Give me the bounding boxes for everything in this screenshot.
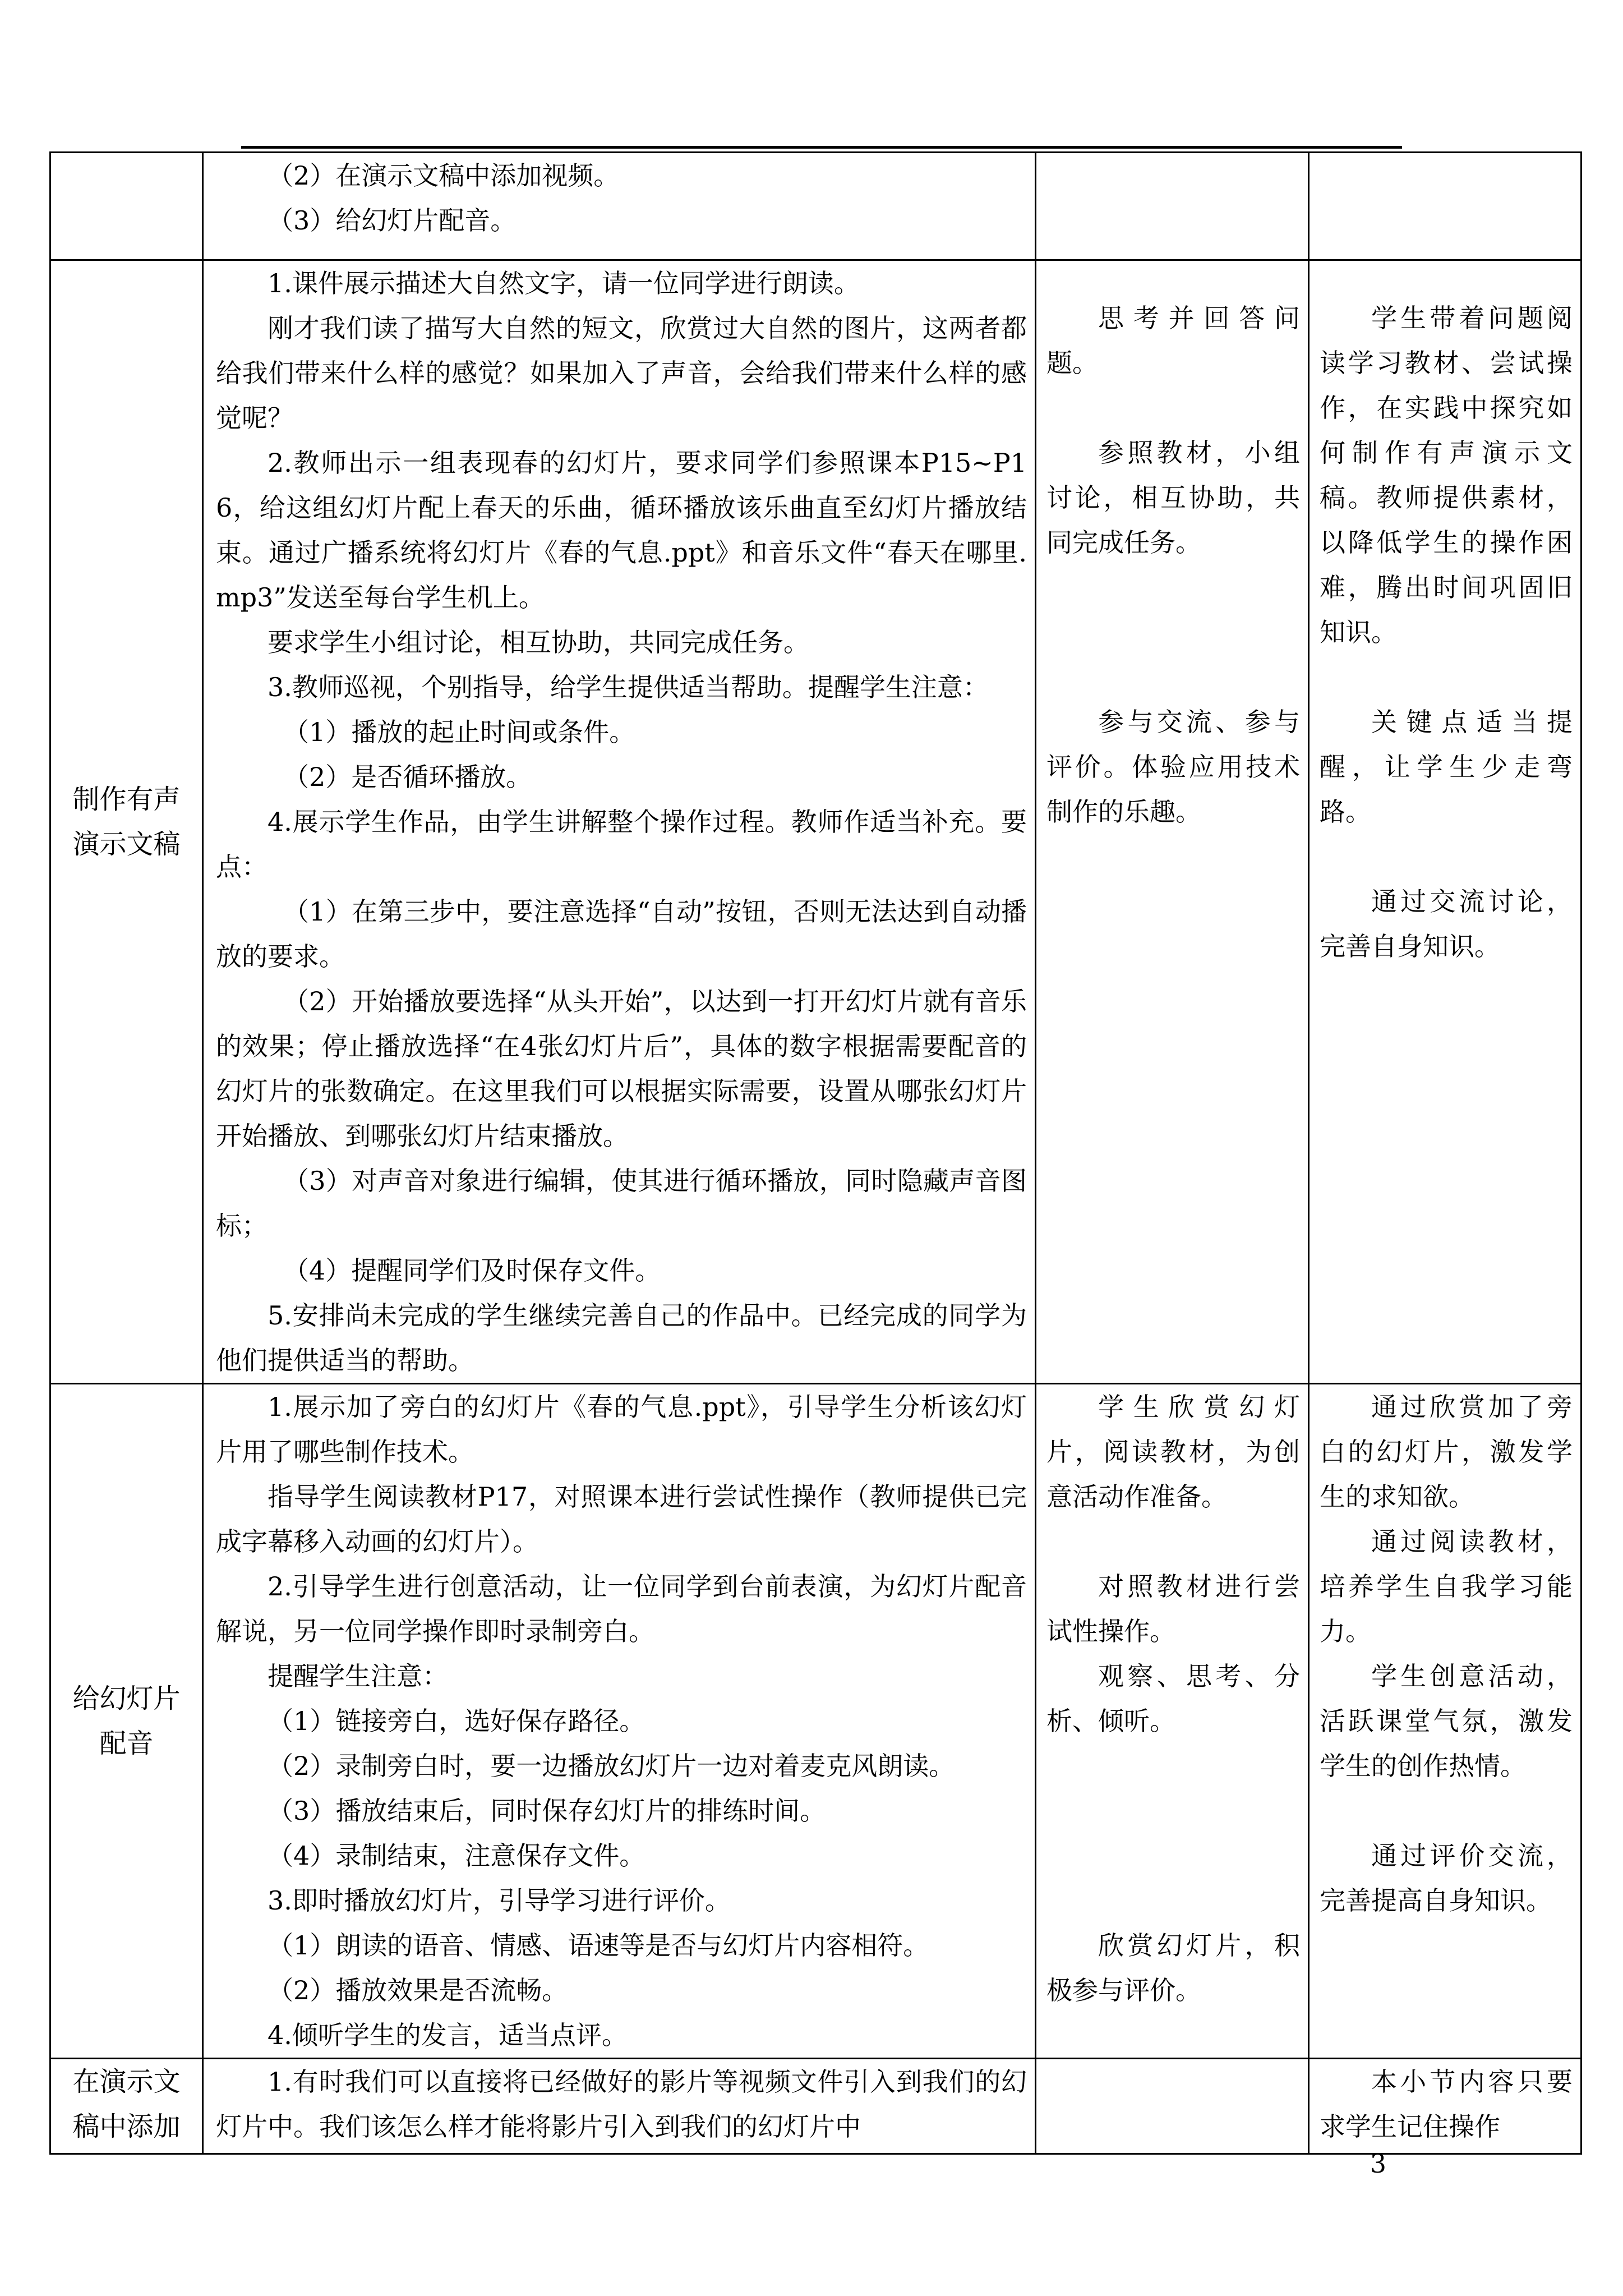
- procedure-text: （1）播放的起止时间或条件。: [283, 717, 635, 747]
- procedure-text: （4）录制结束，注意保存文件。: [268, 1841, 645, 1871]
- procedure-text: （1）链接旁白，选好保存路径。: [268, 1706, 645, 1736]
- procedure-cell: [203, 260, 1036, 1384]
- procedure-text: 3.即时播放幻灯片，引导学习进行评价。: [268, 1885, 731, 1916]
- procedure-text: 1.有时我们可以直接将已经做好的影片等视频文件引入到我们的幻灯片中。我们该怎么样才能将影片引入到我们的幻灯片中: [216, 2067, 1027, 2142]
- activity-text: 欣赏幻灯片，积极参与评价。: [1046, 1930, 1300, 2005]
- table-row: [50, 153, 1581, 260]
- stage-cell: [50, 2059, 203, 2154]
- page-number: 3: [1370, 2148, 1386, 2179]
- stage-cell: [50, 1384, 203, 2059]
- stage-label: 制作有声: [72, 784, 181, 815]
- table-row: [50, 1384, 1581, 2059]
- procedure-text: 2.教师出示一组表现春的幻灯片，要求同学们参照课本P15~P16，给这组幻灯片配上春天的乐曲，循环播放该乐曲直至幻灯片播放结束。通过广播系统将幻灯片《春的气息.ppt》和音乐文件“春天在哪里.mp3”发送至每台学生机上。: [216, 448, 1027, 613]
- stage-cell: [50, 153, 203, 260]
- stage-label: 稿中添加: [72, 2111, 181, 2142]
- procedure-text: （2）是否循环播放。: [283, 762, 532, 792]
- activity-text: 思考并回答问题。: [1046, 303, 1300, 378]
- intent-text: 通过交流讨论，完善自身知识。: [1320, 886, 1573, 961]
- procedure-text: 指导学生阅读教材P17，对照课本进行尝试性操作（教师提供已完成字幕移入动画的幻灯片）。: [216, 1481, 1027, 1557]
- procedure-text: （3）给幻灯片配音。: [268, 205, 517, 236]
- design-intent-cell: [1309, 153, 1581, 260]
- procedure-text: 4.倾听学生的发言，适当点评。: [268, 2020, 628, 2050]
- stage-label: 配音: [99, 1728, 154, 1759]
- intent-text: 通过欣赏加了旁白的幻灯片，激发学生的求知欲。: [1320, 1392, 1573, 1512]
- activity-text: 观察、思考、分析、倾听。: [1046, 1661, 1300, 1736]
- procedure-cell: [203, 1384, 1036, 2059]
- procedure-text: 1.课件展示描述大自然文字，请一位同学进行朗读。: [268, 268, 860, 298]
- procedure-text: 刚才我们读了描写大自然的短文，欣赏过大自然的图片，这两者都给我们带来什么样的感觉？如果加入了声音，会给我们带来什么样的感觉呢？: [216, 313, 1027, 433]
- procedure-text: 4.展示学生作品，由学生讲解整个操作过程。教师作适当补充。要点：: [216, 807, 1027, 882]
- procedure-text: 3.教师巡视，个别指导，给学生提供适当帮助。提醒学生注意：: [268, 672, 989, 702]
- procedure-text: （2）在演示文稿中添加视频。: [268, 160, 620, 191]
- stage-cell: [50, 260, 203, 1384]
- design-intent-cell: [1309, 1384, 1581, 2059]
- procedure-text: （2）开始播放要选择“从头开始”，以达到一打开幻灯片就有音乐的效果；停止播放选择“在4张幻灯片后”，具体的数字根据需要配音的幻灯片的张数确定。在这里我们可以根据实际需要，设置从哪张幻灯片开始播放、到哪张幻灯片结束播放。: [216, 986, 1027, 1151]
- table-row: [50, 260, 1581, 1384]
- intent-text: 本小节内容只要求学生记住操作: [1320, 2067, 1573, 2142]
- intent-text: 学生带着问题阅读学习教材、尝试操作，在实践中探究如何制作有声演示文稿。教师提供素材，以降低学生的操作困难，腾出时间巩固旧知识。: [1320, 303, 1573, 647]
- procedure-text: 要求学生小组讨论，相互协助，共同完成任务。: [268, 627, 809, 657]
- procedure-text: 提醒学生注意：: [268, 1661, 448, 1691]
- intent-text: 关键点适当提醒，让学生少走弯路。: [1320, 707, 1573, 827]
- student-activity-cell: [1036, 1384, 1309, 2059]
- procedure-text: 1.展示加了旁白的幻灯片《春的气息.ppt》，引导学生分析该幻灯片用了哪些制作技术。: [216, 1392, 1027, 1467]
- intent-text: 通过阅读教材，培养学生自我学习能力。: [1320, 1526, 1573, 1646]
- procedure-cell: [203, 153, 1036, 260]
- activity-text: 对照教材进行尝试性操作。: [1046, 1571, 1300, 1646]
- intent-text: 通过评价交流，完善提高自身知识。: [1320, 1841, 1573, 1916]
- activity-text: 参与交流、参与评价。体验应用技术制作的乐趣。: [1046, 707, 1300, 827]
- procedure-text: （3）对声音对象进行编辑，使其进行循环播放，同时隐藏声音图标；: [216, 1166, 1027, 1241]
- procedure-text: （2）播放效果是否流畅。: [268, 1975, 568, 2005]
- top-rule: [241, 146, 1402, 149]
- activity-text: 学生欣赏幻灯片，阅读教材，为创意活动作准备。: [1046, 1392, 1300, 1512]
- intent-text: 学生创意活动，活跃课堂气氛，激发学生的创作热情。: [1320, 1661, 1573, 1781]
- student-activity-cell: [1036, 2059, 1309, 2154]
- procedure-text: 2.引导学生进行创意活动，让一位同学到台前表演，为幻灯片配音解说，另一位同学操作即时录制旁白。: [216, 1571, 1027, 1646]
- procedure-text: 5.安排尚未完成的学生继续完善自己的作品中。已经完成的同学为他们提供适当的帮助。: [216, 1300, 1027, 1375]
- stage-label: 在演示文: [72, 2066, 181, 2097]
- design-intent-cell: [1309, 2059, 1581, 2154]
- design-intent-cell: [1309, 260, 1581, 1384]
- student-activity-cell: [1036, 153, 1309, 260]
- procedure-text: （3）播放结束后，同时保存幻灯片的排练时间。: [268, 1796, 826, 1826]
- procedure-text: （2）录制旁白时，要一边播放幻灯片一边对着麦克风朗读。: [268, 1751, 955, 1781]
- table-row: [50, 2059, 1581, 2154]
- procedure-cell: [203, 2059, 1036, 2154]
- procedure-text: （1）在第三步中，要注意选择“自动”按钮，否则无法达到自动播放的要求。: [216, 896, 1027, 972]
- student-activity-cell: [1036, 260, 1309, 1384]
- lesson-plan-table: [49, 151, 1582, 2155]
- activity-text: 参照教材，小组讨论，相互协助，共同完成任务。: [1046, 438, 1300, 558]
- procedure-text: （1）朗读的语音、情感、语速等是否与幻灯片内容相符。: [268, 1930, 929, 1961]
- procedure-text: （4）提醒同学们及时保存文件。: [283, 1255, 661, 1286]
- stage-label: 给幻灯片: [72, 1683, 181, 1714]
- stage-label: 演示文稿: [72, 829, 181, 860]
